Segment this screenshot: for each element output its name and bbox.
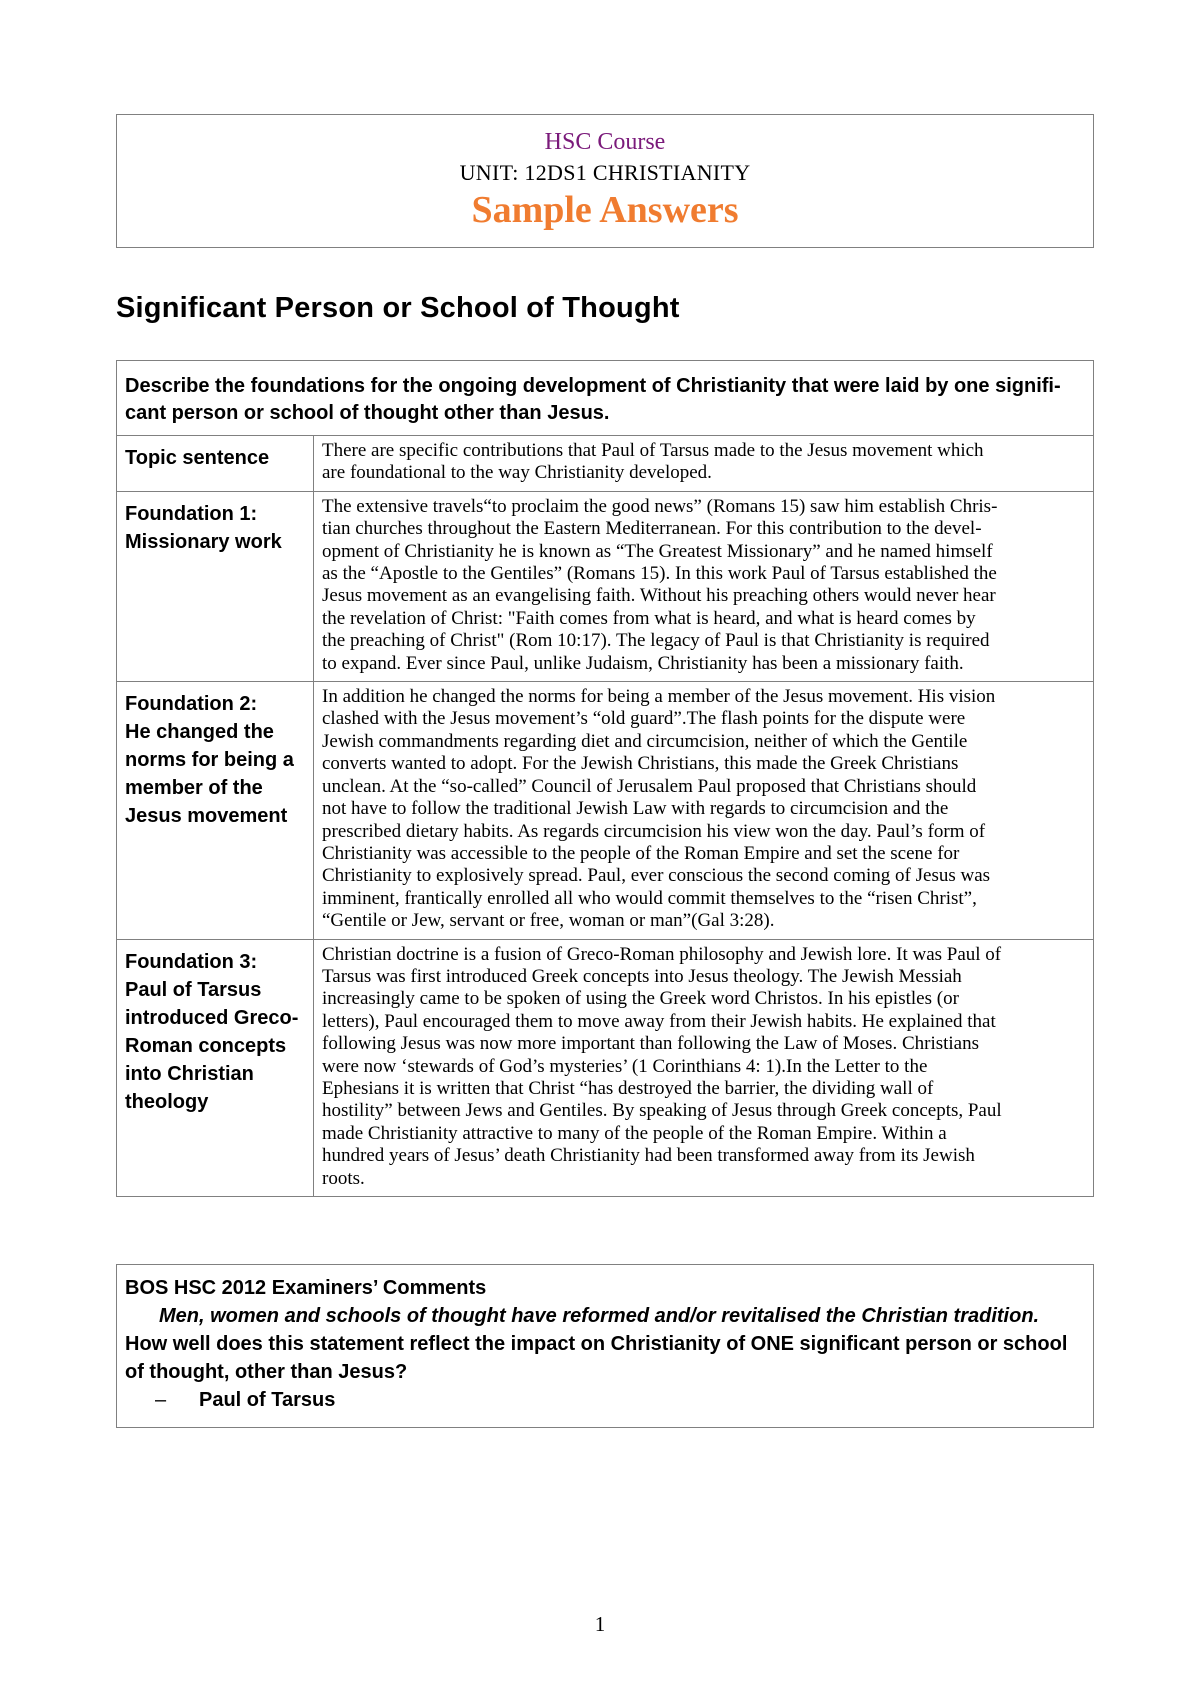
text-line: Ephesians it is written that Christ “has destroyed the barrier, the dividing wall of <box>322 1077 934 1099</box>
label-line: Foundation 2: <box>125 693 258 716</box>
text-line: are foundational to the way Christianity developed. <box>322 462 712 484</box>
question-line: Describe the foundations for the ongoing development of Christianity that were laid by one signifi- <box>125 375 1061 397</box>
foundations-table <box>116 360 1094 1197</box>
label-line: into Christian <box>125 1062 254 1085</box>
label-line: theology <box>125 1090 209 1113</box>
foundation-2-row <box>117 682 1094 939</box>
text-line: prescribed dietary habits. As regards circumcision his view won the day. Paul’s form of <box>322 820 986 842</box>
text-line: The extensive travels“to proclaim the good news” (Romans 15) saw him establish Chris- <box>322 495 998 517</box>
examiners-comments-box <box>116 1264 1094 1428</box>
text-line: to expand. Ever since Paul, unlike Judaism, Christianity has been a missionary faith. <box>322 652 964 674</box>
text-line: “Gentile or Jew, servant or free, woman or man”(Gal 3:28). <box>322 910 775 932</box>
row-text <box>314 436 1094 492</box>
text-line: tian churches throughout the Eastern Mediterranean. For this contribution to the devel- <box>322 518 982 540</box>
text-line: made Christianity attractive to many of the people of the Roman Empire. Within a <box>322 1122 947 1144</box>
text-line: Tarsus was first introduced Greek concepts into Jesus theology. The Jewish Messiah <box>322 965 962 987</box>
row-label <box>117 939 314 1196</box>
label-line: Paul of Tarsus <box>125 978 262 1001</box>
label-line: member of the <box>125 777 263 800</box>
text-line: converts wanted to adopt. For the Jewish Christians, this made the Greek Christians <box>322 753 959 775</box>
row-label <box>117 436 314 492</box>
text-line: the revelation of Christ: "Faith comes from what is heard, and what is heard comes by <box>322 607 976 629</box>
question-row <box>117 361 1094 436</box>
text-line: letters), Paul encouraged them to move away from their Jewish habits. He explained that <box>322 1010 996 1032</box>
topic-sentence-row <box>117 436 1094 492</box>
comments-list-item <box>125 1386 1085 1414</box>
text-line: Christianity was accessible to the people of the Roman Empire and set the scene for <box>322 842 960 864</box>
foundation-1-row <box>117 491 1094 681</box>
text-line: following Jesus was now more important than following the Law of Moses. Christians <box>322 1033 980 1055</box>
text-line: In addition he changed the norms for being a member of the Jesus movement. His vision <box>322 686 996 708</box>
comments-heading: BOS HSC 2012 Examiners’ Comments <box>125 1277 487 1299</box>
text-line: not have to follow the traditional Jewish Law with regards to circumcision and the <box>322 798 949 820</box>
label-line: Topic sentence <box>125 447 270 469</box>
label-line: Roman concepts <box>125 1034 287 1057</box>
text-line: Christianity to explosively spread. Paul, ever conscious the second coming of Jesus was <box>322 865 991 887</box>
document-title: Sample Answers <box>471 189 739 231</box>
comments-question-line: How well does this statement reflect the impact on Christianity of ONE significant person or school <box>125 1333 1068 1355</box>
text-line: Jesus movement as an evangelising faith. Without his preaching others would never hear <box>322 585 996 607</box>
text-line: roots. <box>322 1167 365 1189</box>
label-line: Jesus movement <box>125 805 288 828</box>
label-line: norms for being a <box>125 749 294 772</box>
row-label <box>117 491 314 681</box>
label-line: Foundation 1: <box>125 502 258 525</box>
text-line: Christian doctrine is a fusion of Greco-Roman philosophy and Jewish lore. It was Paul of <box>322 943 1002 965</box>
text-line: Jewish commandments regarding diet and circumcision, neither of which the Gentile <box>322 730 968 752</box>
text-line: opment of Christianity he is known as “The Greatest Missionary” and he named himself <box>322 540 993 562</box>
label-line: He changed the <box>125 721 274 744</box>
course-label: HSC Course <box>544 129 666 155</box>
label-line: introduced Greco- <box>125 1006 299 1029</box>
comments-question-line: of thought, other than Jesus? <box>125 1361 408 1383</box>
text-line: There are specific contributions that Paul of Tarsus made to the Jesus movement which <box>322 440 984 461</box>
dash-bullet: – <box>155 1389 167 1411</box>
text-line: unclean. At the “so-called” Council of Jerusalem Paul proposed that Christians should <box>322 775 977 797</box>
text-line: the preaching of Christ" (Rom 10:17). The legacy of Paul is that Christianity is required <box>322 630 990 652</box>
question-line: cant person or school of thought other than Jesus. <box>125 402 610 424</box>
document-header-box <box>116 114 1094 248</box>
text-line: increasingly came to be spoken of using the Greek word Christos. In his epistles (or <box>322 988 959 1010</box>
row-text <box>314 491 1094 681</box>
text-line: hostility” between Jews and Gentiles. By speaking of Jesus through Greek concepts, Paul <box>322 1100 1002 1122</box>
row-text <box>314 682 1094 939</box>
row-text <box>314 939 1094 1196</box>
page-number: 1 <box>594 1612 606 1636</box>
comments-item-text: Paul of Tarsus <box>199 1389 336 1411</box>
comments-quote: Men, women and schools of thought have reformed and/or revitalised the Christian tradition. <box>159 1305 1040 1327</box>
text-line: imminent, frantically enrolled all who would commit themselves to the “risen Christ”, <box>322 887 977 909</box>
section-title: Significant Person or School of Thought <box>116 292 680 324</box>
text-line: were now ‘stewards of God’s mysteries’ (1 Corinthians 4: 1).In the Letter to the <box>322 1055 928 1077</box>
text-line: as the “Apostle to the Gentiles” (Romans 15). In this work Paul of Tarsus established the <box>322 563 997 585</box>
text-line: hundred years of Jesus’ death Christianity had been transformed away from its Jewish <box>322 1145 975 1167</box>
text-line: clashed with the Jesus movement’s “old guard”.The flash points for the dispute were <box>322 708 966 730</box>
label-line: Foundation 3: <box>125 950 258 973</box>
foundation-3-row <box>117 939 1094 1196</box>
row-label <box>117 682 314 939</box>
unit-label: UNIT: 12DS1 CHRISTIANITY <box>459 160 751 185</box>
label-line: Missionary work <box>125 530 282 553</box>
question-cell <box>117 361 1094 436</box>
